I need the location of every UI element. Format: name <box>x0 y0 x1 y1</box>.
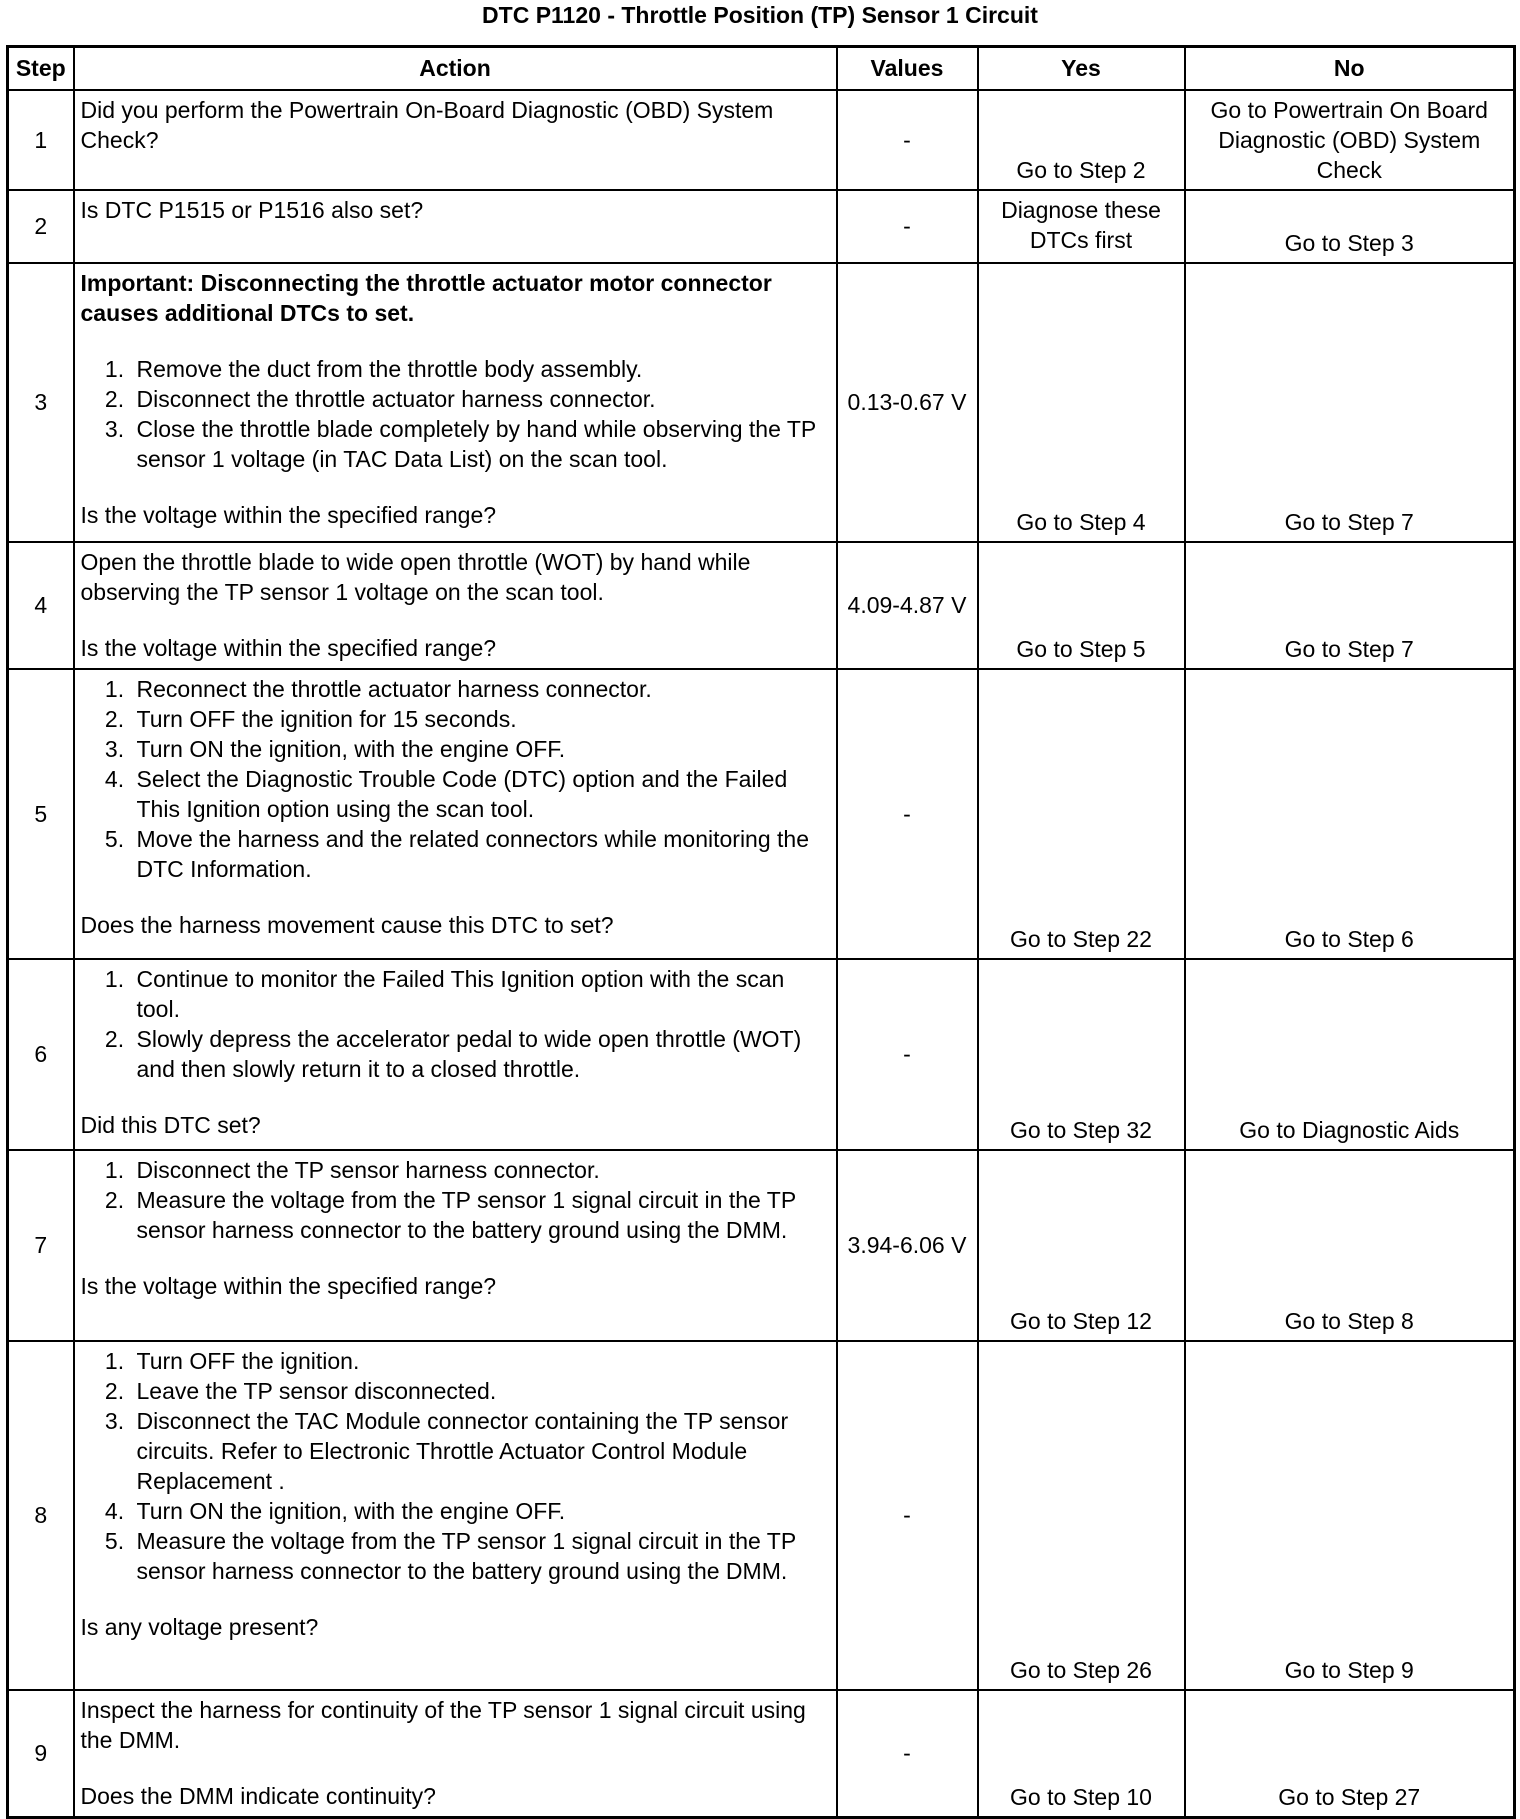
header-step: Step <box>8 47 74 90</box>
yes-cell: Go to Step 2 <box>978 90 1185 190</box>
action-text: Does the harness movement cause this DTC to set? <box>80 911 614 938</box>
action-text: Is the voltage within the specified range? <box>80 501 497 528</box>
step-number: 9 <box>8 1690 74 1818</box>
table-row <box>8 959 1515 1150</box>
action-step-item: 1. Continue to monitor the Failed This Ignition option with the scan tool. <box>131 964 830 1024</box>
yes-cell: Go to Step 32 <box>978 959 1185 1150</box>
action-step-item: 4. Turn ON the ignition, with the engine OFF. <box>131 1496 830 1526</box>
no-cell: Go to Step 7 <box>1185 263 1515 542</box>
page-title: DTC P1120 - Throttle Position (TP) Sensor 1 Circuit <box>482 2 1038 28</box>
no-cell: Go to Step 3 <box>1185 190 1515 263</box>
no-cell: Go to Step 9 <box>1185 1341 1515 1690</box>
action-step-item: 1. Turn OFF the ignition. <box>131 1346 830 1376</box>
action-text: Is the voltage within the specified range? <box>80 1272 497 1299</box>
step-number: 5 <box>8 669 74 959</box>
action-steps-list <box>81 964 830 1084</box>
table-row <box>8 263 1515 542</box>
values-cell: - <box>837 669 978 959</box>
action-step-item: 3. Disconnect the TAC Module connector containing the TP sensor circuits. Refer to Electronic Throttle Actuator Control Module Replacement . <box>131 1406 830 1496</box>
no-cell: Go to Step 27 <box>1185 1690 1515 1818</box>
action-text: Does the DMM indicate continuity? <box>80 1782 436 1809</box>
action-step-item: 2. Turn OFF the ignition for 15 seconds. <box>131 704 830 734</box>
header-action: Action <box>74 47 837 90</box>
action-step-item: 2. Leave the TP sensor disconnected. <box>131 1376 830 1406</box>
values-cell: - <box>837 959 978 1150</box>
action-cell <box>74 669 837 959</box>
step-number: 4 <box>8 542 74 669</box>
action-step-item: 2. Measure the voltage from the TP sensor 1 signal circuit in the TP sensor harness connector to the battery ground using the DMM. <box>131 1185 830 1245</box>
action-step-item: 4. Select the Diagnostic Trouble Code (DTC) option and the Failed This Ignition option using the scan tool. <box>131 764 830 824</box>
action-text: Is the voltage within the specified range? <box>80 634 497 661</box>
step-number: 8 <box>8 1341 74 1690</box>
table-row <box>8 1150 1515 1341</box>
action-cell <box>74 1150 837 1341</box>
yes-cell: Go to Step 4 <box>978 263 1185 542</box>
action-cell <box>74 959 837 1150</box>
values-cell: - <box>837 190 978 263</box>
action-cell <box>74 1690 837 1818</box>
no-cell: Go to Powertrain On Board Diagnostic (OBD) System Check <box>1185 90 1515 190</box>
diagnostic-table <box>6 45 1516 1819</box>
no-cell: Go to Step 8 <box>1185 1150 1515 1341</box>
yes-cell: Go to Step 22 <box>978 669 1185 959</box>
values-cell: 4.09-4.87 V <box>837 542 978 669</box>
action-steps-list <box>81 1155 830 1245</box>
header-row <box>8 47 1515 90</box>
table-row <box>8 542 1515 669</box>
action-text: Did you perform the Powertrain On-Board Diagnostic (OBD) System Check? <box>80 96 774 153</box>
values-cell: - <box>837 90 978 190</box>
values-cell: 0.13-0.67 V <box>837 263 978 542</box>
action-step-item: 3. Turn ON the ignition, with the engine OFF. <box>131 734 830 764</box>
values-cell: - <box>837 1690 978 1818</box>
action-cell <box>74 542 837 669</box>
step-number: 6 <box>8 959 74 1150</box>
table-row <box>8 1690 1515 1818</box>
no-cell: Go to Step 7 <box>1185 542 1515 669</box>
table-row <box>8 669 1515 959</box>
yes-cell: Go to Step 26 <box>978 1341 1185 1690</box>
no-cell: Go to Step 6 <box>1185 669 1515 959</box>
yes-cell: Go to Step 10 <box>978 1690 1185 1818</box>
action-step-item: 1. Remove the duct from the throttle body assembly. <box>131 354 830 384</box>
step-number: 2 <box>8 190 74 263</box>
action-text: Open the throttle blade to wide open throttle (WOT) by hand while observing the TP sensor 1 voltage on the scan tool. <box>80 548 751 605</box>
action-steps-list <box>81 1346 830 1586</box>
action-cell <box>74 1341 837 1690</box>
table-row <box>8 1341 1515 1690</box>
action-step-item: 1. Reconnect the throttle actuator harness connector. <box>131 674 830 704</box>
table-row <box>8 190 1515 263</box>
action-text: Did this DTC set? <box>80 1111 261 1138</box>
step-number: 7 <box>8 1150 74 1341</box>
action-text: Is DTC P1515 or P1516 also set? <box>80 196 424 223</box>
action-steps-list <box>81 354 830 474</box>
no-cell: Go to Diagnostic Aids <box>1185 959 1515 1150</box>
action-steps-list <box>81 674 830 884</box>
header-values: Values <box>837 47 978 90</box>
table-row <box>8 90 1515 190</box>
action-cell <box>74 190 837 263</box>
action-cell <box>74 90 837 190</box>
action-step-item: 2. Disconnect the throttle actuator harness connector. <box>131 384 830 414</box>
action-text: Is any voltage present? <box>80 1613 319 1640</box>
values-cell: 3.94-6.06 V <box>837 1150 978 1341</box>
action-text: Inspect the harness for continuity of the TP sensor 1 signal circuit using the DMM. <box>80 1696 806 1753</box>
header-no: No <box>1185 47 1515 90</box>
yes-cell: Diagnose these DTCs first <box>978 190 1185 263</box>
yes-cell: Go to Step 12 <box>978 1150 1185 1341</box>
action-step-item: 5. Move the harness and the related connectors while monitoring the DTC Information. <box>131 824 830 884</box>
step-number: 1 <box>8 90 74 190</box>
action-step-item: 1. Disconnect the TP sensor harness connector. <box>131 1155 830 1185</box>
header-yes: Yes <box>978 47 1185 90</box>
action-cell <box>74 263 837 542</box>
important-note: Important: Disconnecting the throttle actuator motor connector causes additional DTCs to set. <box>80 269 772 326</box>
values-cell: - <box>837 1341 978 1690</box>
table-body <box>8 90 1515 1818</box>
yes-cell: Go to Step 5 <box>978 542 1185 669</box>
action-step-item: 3. Close the throttle blade completely by hand while observing the TP sensor 1 voltage (in TAC Data List) on the scan tool. <box>131 414 830 474</box>
action-step-item: 5. Measure the voltage from the TP sensor 1 signal circuit in the TP sensor harness connector to the battery ground using the DMM. <box>131 1526 830 1586</box>
action-step-item: 2. Slowly depress the accelerator pedal to wide open throttle (WOT) and then slowly return it to a closed throttle. <box>131 1024 830 1084</box>
step-number: 3 <box>8 263 74 542</box>
